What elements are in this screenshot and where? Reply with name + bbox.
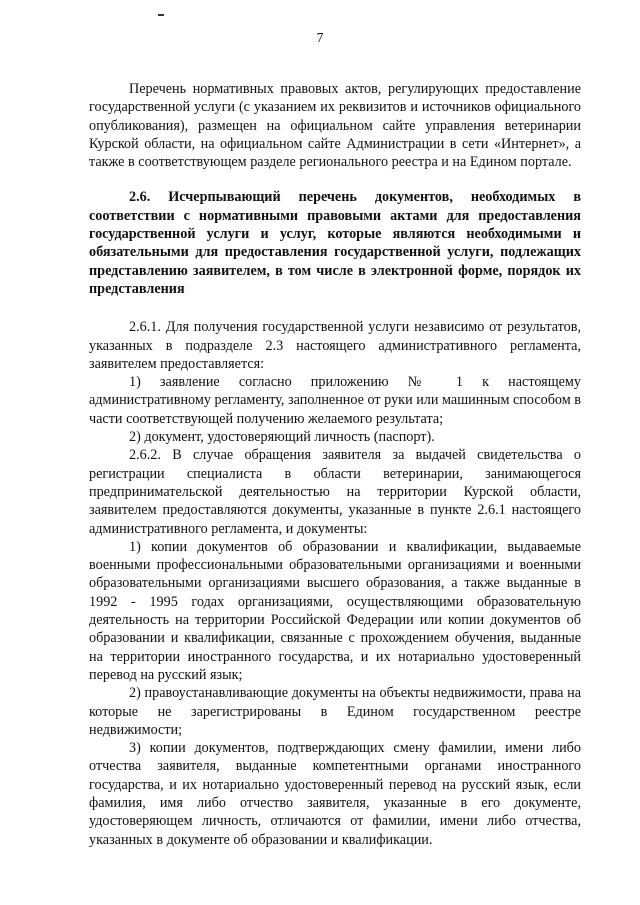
- paragraph-2-6-1: 2.6.1. Для получения государственной услуги независимо от результатов, указанных в подразделе 2.3 настоящего административного регламента, заявителем предоставляется:: [89, 319, 581, 372]
- page-number: 7: [316, 31, 324, 46]
- paragraph-2-6-2: 2.6.2. В случае обращения заявителя за выдачей свидетельства о регистрации специалиста в области ветеринарии, занимающегося предпринимательской деятельностью на территории Курской области, заявителем предоставляются документы, указанные в пункте 2.6.1 настоящего административного регламента, и документы:: [89, 447, 581, 537]
- document-body: [89, 80, 581, 849]
- list-item-passport: 2) документ, удостоверяющий личность (паспорт).: [129, 429, 435, 446]
- scan-mark: [158, 14, 164, 16]
- list-item-education-docs: 1) копии документов об образовании и квалификации, выдаваемые военными профессиональными образовательными организациями и военными образовательными организациями высшего образования, а также выданные в 1992 - 1995 годах организациями, осуществляющими образовательную деятельность на территории Российской Федерации или копии документов об образовании и квалификации, связанные с прохождением обучения, выданные на территории иностранного государства, и их нотариально удостоверенный перевод на русский язык;: [89, 538, 581, 683]
- section-heading-2-6: 2.6. Исчерпывающий перечень документов, необходимых в соответствии с нормативными правовыми актами для предоставления государственной услуги и услуг, которые являются необходимыми и обязательными для предоставления государственной услуги, подлежащих представлению заявителем, в том числе в электронной форме, порядок их представления: [89, 189, 581, 297]
- list-item-application: 1) заявление согласно приложению № 1 к настоящему административному регламенту, заполненное от руки или машинным способом в части соответствующей получению желаемого результата;: [89, 374, 581, 427]
- list-item-property-docs: 2) правоустанавливающие документы на объекты недвижимости, права на которые не зарегистрированы в Едином государственном реестре недвижимости;: [89, 685, 581, 738]
- list-item-name-change-docs: 3) копии документов, подтверждающих смену фамилии, имени либо отчества заявителя, выданные компетентными органами иностранного государства, и их нотариально удостоверенный перевод на русский язык, если фамилия, имя либо отчество заявителя, указанные в его документе, удостоверяющем личность, отличаются от фамилии, имени либо отчества, указанных в документе об образовании и квалификации.: [89, 740, 581, 848]
- paragraph-normative-acts: Перечень нормативных правовых актов, регулирующих предоставление государственной услуги (с указанием их реквизитов и источников официального опубликования), размещен на официальном сайте управления ветеринарии Курской области, на официальном сайте Администрации в сети «Интернет», а также в соответствующем разделе регионального реестра и на Едином портале.: [89, 81, 581, 171]
